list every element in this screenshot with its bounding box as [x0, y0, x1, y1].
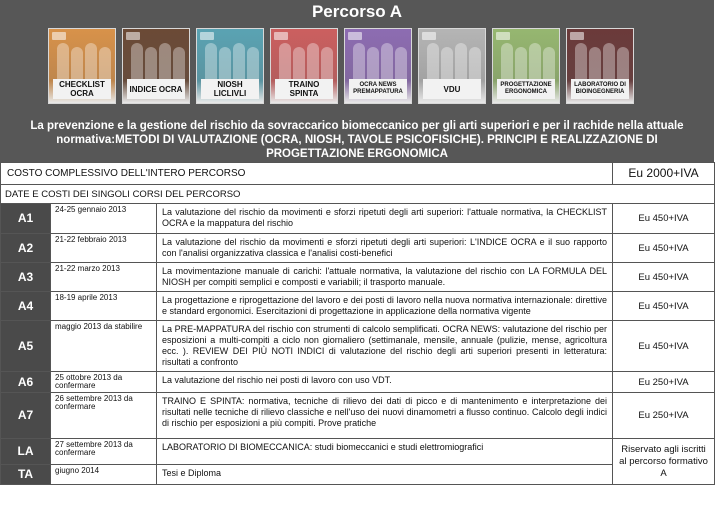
figure-shape: [469, 47, 481, 83]
course-price: Eu 450+IVA: [613, 263, 715, 292]
total-cost-price: Eu 2000+IVA: [613, 163, 715, 185]
course-description: La prevenzione e la gestione del rischio da sovraccarico biomeccanico per gli arti superiori e per il rachide nella attuale normativa:METODI DI VALUTAZIONE (OCRA, NIOSH, TAVOLE PSICOFISICHE). PRINCIPI E REALIZZAZIONE DI PROGETTAZIONE ERGONOMICA: [30, 120, 684, 160]
figure-shape: [145, 47, 157, 83]
figure-shape: [395, 47, 407, 83]
figure-shape: [173, 47, 185, 83]
figure-shape: [57, 43, 69, 83]
figure-shape: [515, 47, 527, 83]
course-card: [48, 28, 116, 104]
caryatid-figures-icon: [197, 41, 264, 83]
figure-shape: [99, 47, 111, 83]
caryatid-figures-icon: [345, 41, 412, 83]
card-logo-icon: [348, 32, 362, 40]
figure-shape: [321, 47, 333, 83]
figure-shape: [543, 47, 555, 83]
course-price: Eu 450+IVA: [613, 321, 715, 372]
course-card-label: LABORATORIO DI BIOINGEGNERIA: [571, 79, 629, 99]
caryatid-figures-icon: [567, 41, 634, 83]
section-header-row: [1, 185, 715, 204]
course-card: [344, 28, 412, 104]
course-date: 21-22 marzo 2013: [51, 263, 157, 292]
figure-shape: [219, 47, 231, 83]
course-description: La movimentazione manuale di carichi: l'attuale normativa, la valutazione del rischio con LA FORMULA DEL NIOSH per compiti semplici e composti e variabili; il trasporto manuale.: [157, 263, 613, 292]
course-card-label: CHECKLIST OCRA: [53, 79, 111, 99]
course-card-label: NIOSH LICLIVLI: [201, 79, 259, 99]
figure-shape: [575, 43, 587, 83]
card-logo-icon: [274, 32, 288, 40]
course-date: 24-25 gennaio 2013: [51, 204, 157, 234]
total-cost-label: COSTO COMPLESSIVO DELL'INTERO PERCORSO: [1, 163, 613, 185]
course-card: [196, 28, 264, 104]
figure-shape: [159, 43, 171, 83]
course-code: LA: [1, 439, 51, 465]
course-price: Eu 250+IVA: [613, 372, 715, 393]
course-row: [1, 439, 715, 465]
figure-shape: [71, 47, 83, 83]
course-price: Eu 250+IVA: [613, 393, 715, 439]
figure-shape: [131, 43, 143, 83]
course-date: 26 settembre 2013 da confermare: [51, 393, 157, 439]
course-card-label: PROGETTAZIONE ERGONOMICA: [497, 79, 555, 99]
page-title: Percorso A: [311, 2, 403, 21]
total-cost-row: [1, 163, 715, 185]
figure-shape: [247, 47, 259, 83]
course-date: 21-22 febbraio 2013: [51, 234, 157, 263]
figure-shape: [367, 47, 379, 83]
caryatid-figures-icon: [493, 41, 560, 83]
course-code: A4: [1, 292, 51, 321]
figure-shape: [441, 47, 453, 83]
course-description: Tesi e Diploma: [157, 465, 613, 485]
course-date: maggio 2013 da stabilire: [51, 321, 157, 372]
figure-shape: [233, 43, 245, 83]
figure-shape: [455, 43, 467, 83]
course-table: [0, 162, 715, 485]
card-logo-icon: [422, 32, 436, 40]
figure-shape: [205, 43, 217, 83]
course-card-label: OCRA NEWS PREMAPPATURA: [349, 79, 407, 99]
figure-shape: [293, 47, 305, 83]
course-card-label: TRAINO SPINTA: [275, 79, 333, 99]
caryatid-figures-icon: [123, 41, 190, 83]
course-row: [1, 234, 715, 263]
course-card: [492, 28, 560, 104]
course-code: A3: [1, 263, 51, 292]
caryatid-figures-icon: [49, 41, 116, 83]
course-description: TRAINO E SPINTA: normativa, tecniche di rilievo dei dati di picco e di mantenimento e interpretazione dei risultati nelle tecniche di rilievo classiche e nell'uso dei nuovi dinamometri a flusso continuo. Calcolo degli indici di rischio per esposizioni a più compiti. Prove pratiche: [157, 393, 613, 439]
figure-shape: [381, 43, 393, 83]
course-card-label: VDU: [423, 79, 481, 99]
header-banner: [0, 0, 714, 162]
course-card: [122, 28, 190, 104]
course-card-label: INDICE OCRA: [127, 79, 185, 99]
figure-shape: [279, 43, 291, 83]
figure-shape: [85, 43, 97, 83]
card-logo-icon: [52, 32, 66, 40]
course-card: [270, 28, 338, 104]
course-code: TA: [1, 465, 51, 485]
course-date: 27 settembre 2013 da confermare: [51, 439, 157, 465]
course-date: 25 ottobre 2013 da confermare: [51, 372, 157, 393]
course-date: giugno 2014: [51, 465, 157, 485]
figure-shape: [353, 43, 365, 83]
figure-shape: [603, 43, 615, 83]
course-code: A6: [1, 372, 51, 393]
course-date: 18-19 aprile 2013: [51, 292, 157, 321]
course-row: [1, 263, 715, 292]
course-price: Eu 450+IVA: [613, 234, 715, 263]
figure-shape: [589, 47, 601, 83]
course-row: [1, 372, 715, 393]
course-table-wrapper: [0, 162, 714, 485]
course-price: Eu 450+IVA: [613, 292, 715, 321]
course-description: LABORATORIO DI BIOMECCANICA: studi biomeccanici e studi elettromiografici: [157, 439, 613, 465]
caryatid-figures-icon: [271, 41, 338, 83]
course-code: A7: [1, 393, 51, 439]
course-card: [418, 28, 486, 104]
course-description: La progettazione e riprogettazione del lavoro e dei posti di lavoro nella nuova normativa internazionale: direttive e standard ergonomici. Esercitazioni di progettazione in applicazione della normativa vigente: [157, 292, 613, 321]
section-label: DATE E COSTI DEI SINGOLI CORSI DEL PERCORSO: [1, 185, 715, 204]
course-row: [1, 321, 715, 372]
course-description: La valutazione del rischio da movimenti e sforzi ripetuti degli arti superiori: L'INDICE OCRA e il suo rapporto con l'analisi organizzativa classica e l'analisi costi-benefici: [157, 234, 613, 263]
course-code: A2: [1, 234, 51, 263]
course-description: La valutazione del rischio nei posti di lavoro con uso VDT.: [157, 372, 613, 393]
course-price: Eu 450+IVA: [613, 204, 715, 234]
figure-shape: [529, 43, 541, 83]
figure-shape: [427, 43, 439, 83]
course-code: A1: [1, 204, 51, 234]
course-description: La PRE-MAPPATURA del rischio con strumenti di calcolo semplificati. OCRA NEWS: valutazione del rischio per esposizioni a multi-compiti a ciclo non giornaliero (settimanale, mensile, annuale (pulizie, mense, agricoltura ecc. ). REVIEW DEI PIÙ NOTI INDICI di valutazione del rischio degli arti superiori presenti in letteratura: risultati a confronto: [157, 321, 613, 372]
course-card: [566, 28, 634, 104]
figure-shape: [307, 43, 319, 83]
course-row: [1, 204, 715, 234]
figure-shape: [617, 47, 629, 83]
course-cards-strip: [48, 28, 638, 104]
card-logo-icon: [496, 32, 510, 40]
course-code: A5: [1, 321, 51, 372]
reserved-note: Riservato agli iscritti al percorso formativo A: [613, 439, 715, 485]
course-row: [1, 292, 715, 321]
card-logo-icon: [200, 32, 214, 40]
card-logo-icon: [126, 32, 140, 40]
figure-shape: [501, 43, 513, 83]
card-logo-icon: [570, 32, 584, 40]
course-row: [1, 393, 715, 439]
course-row: [1, 465, 715, 485]
course-description: La valutazione del rischio da movimenti e sforzi ripetuti degli arti superiori: l'attuale normativa, la CHECKLIST OCRA e la mappatura del rischio: [157, 204, 613, 234]
caryatid-figures-icon: [419, 41, 486, 83]
